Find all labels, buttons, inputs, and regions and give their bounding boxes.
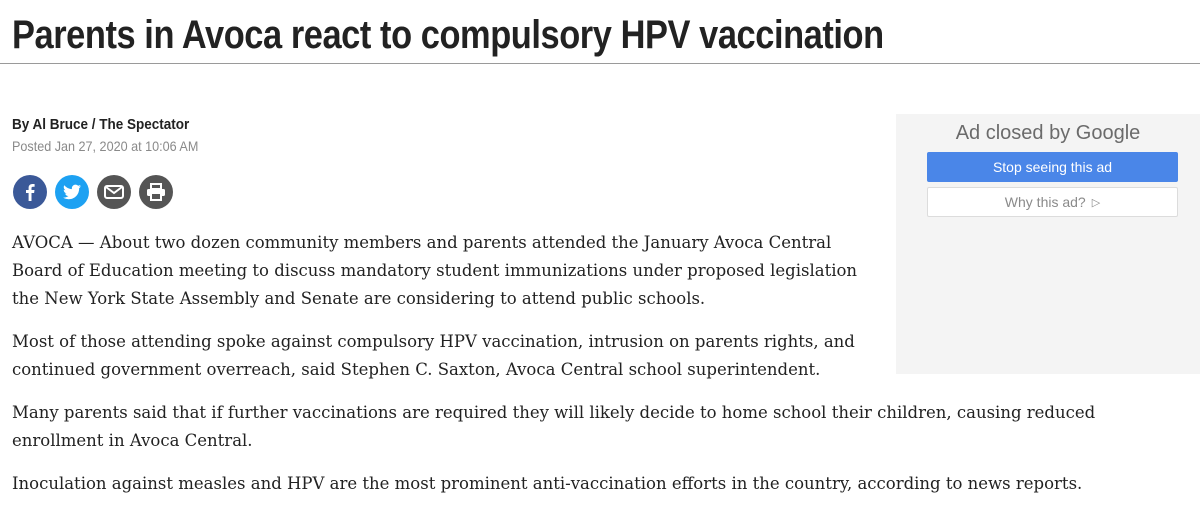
article-paragraph: Most of those attending spoke against compulsory HPV vaccination, intrusion on parents rights, and continued government overreach, said Stephen C. Saxton, Avoca Central school superintendent. <box>12 332 855 379</box>
stop-seeing-ad-button[interactable]: Stop seeing this ad <box>927 152 1178 182</box>
byline: By Al Bruce / The Spectator <box>12 116 190 133</box>
article-paragraph: AVOCA — About two dozen community members and parents attended the January Avoca Central Board of Education meeting to discuss mandatory student immunizations under proposed legislation the New York State Assembly and Senate are considering to attend public schools. <box>12 233 858 308</box>
article-paragraph: Many parents said that if further vaccinations are required they will likely decide to home school their children, causing reduced enrollment in Avoca Central. <box>12 403 1096 450</box>
ad-closed-title: Ad closed by Google <box>955 122 1141 144</box>
article-paragraph: Inoculation against measles and HPV are the most prominent anti-vaccination efforts in the country, according to news reports. <box>12 474 1083 493</box>
email-icon <box>104 185 124 199</box>
headline-divider <box>0 63 1200 64</box>
posted-date: Posted Jan 27, 2020 at 10:06 AM <box>12 138 199 154</box>
closed-ad-panel <box>896 114 1200 374</box>
share-bar <box>13 175 173 209</box>
email-share-button[interactable] <box>97 175 131 209</box>
why-this-ad-label: Why this ad? <box>1004 194 1086 210</box>
why-this-ad-button[interactable] <box>927 187 1178 217</box>
article-headline: Parents in Avoca react to compulsory HPV vaccination <box>12 13 884 57</box>
print-button[interactable] <box>139 175 173 209</box>
adchoices-icon: ▷ <box>1091 196 1101 209</box>
twitter-icon <box>63 184 81 200</box>
twitter-share-button[interactable] <box>55 175 89 209</box>
print-icon <box>146 183 166 201</box>
facebook-icon <box>22 183 38 201</box>
facebook-share-button[interactable] <box>13 175 47 209</box>
